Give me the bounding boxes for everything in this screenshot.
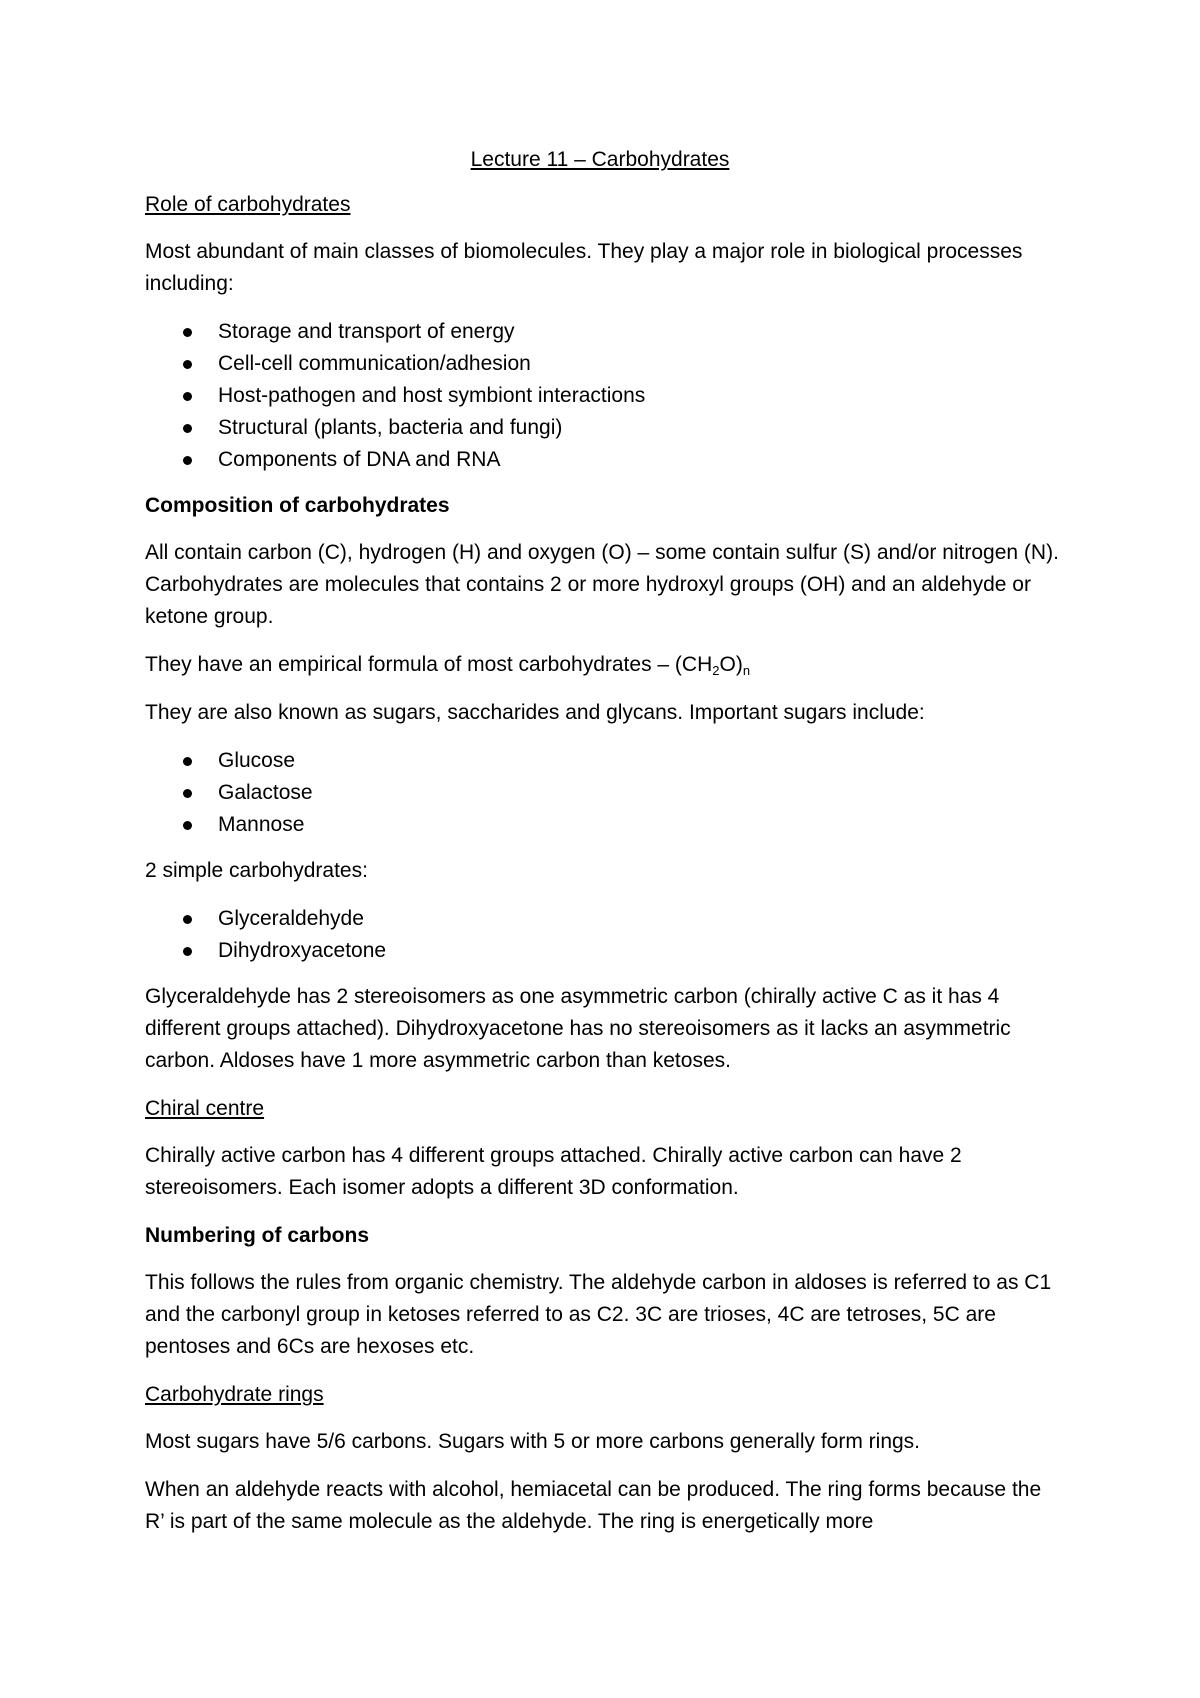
stereo-paragraph: Glyceraldehyde has 2 stereoisomers as one asymmetric carbon (chirally active C as it has 4 different groups attached). Dihydroxyacetone has no stereoisomers as it lacks an asymmetric carbon. Aldoses have 1 more asymmetric carbon than ketoses.	[145, 985, 1011, 1072]
bullet-icon	[183, 789, 192, 798]
formula-paragraph: They have an empirical formula of most carbohydrates – $(CH_2O)_n$	[145, 653, 751, 678]
bullet-icon	[183, 328, 192, 337]
role-intro-paragraph: Most abundant of main classes of biomolecules. They play a major role in biological processes including:	[145, 240, 1023, 295]
bullet-icon	[183, 947, 192, 956]
list-item: Components of DNA and RNA	[145, 444, 1060, 476]
bullet-icon	[183, 424, 192, 433]
sugars-intro-paragraph: They are also known as sugars, saccharides and glycans. Important sugars include:	[145, 701, 925, 724]
list-item: Glucose	[145, 745, 1060, 777]
list-item: Host-pathogen and host symbiont interactions	[145, 380, 1060, 412]
list-item: Galactose	[145, 777, 1060, 809]
simple-intro-paragraph: 2 simple carbohydrates:	[145, 859, 368, 882]
bullet-icon	[183, 757, 192, 766]
section-heading-chiral: Chiral centre	[145, 1097, 265, 1120]
bullet-icon	[183, 915, 192, 924]
composition-paragraph: All contain carbon (C), hydrogen (H) and oxygen (O) – some contain sulfur (S) and/or nitrogen (N). Carbohydrates are molecules that contains 2 or more hydroxyl groups (OH) and an aldehyde or ketone group.	[145, 541, 1059, 628]
bullet-icon	[183, 821, 192, 830]
bullet-icon	[183, 392, 192, 401]
bullet-icon	[183, 456, 192, 465]
rings-paragraph-1: Most sugars have 5/6 carbons. Sugars with 5 or more carbons generally form rings.	[145, 1430, 921, 1453]
chiral-paragraph: Chirally active carbon has 4 different groups attached. Chirally active carbon can have 2 stereoisomers. Each isomer adopts a different 3D conformation.	[145, 1144, 962, 1199]
list-item: Storage and transport of energy	[145, 316, 1060, 348]
list-item: Mannose	[145, 809, 1060, 841]
page-title: Lecture 11 – Carbohydrates	[470, 148, 730, 171]
list-item: Glyceraldehyde	[145, 903, 1060, 935]
simple-list	[145, 903, 1060, 967]
bullet-icon	[183, 360, 192, 369]
role-list	[145, 316, 1060, 476]
list-item: Dihydroxyacetone	[145, 935, 1060, 967]
numbering-paragraph: This follows the rules from organic chemistry. The aldehyde carbon in aldoses is referred to as C1 and the carbonyl group in ketoses referred to as C2. 3C are trioses, 4C are tetroses, 5C are pentoses and 6Cs are hexoses etc.	[145, 1271, 1052, 1358]
rings-paragraph-2: When an aldehyde reacts with alcohol, hemiacetal can be produced. The ring forms because the R’ is part of the same molecule as the aldehyde. The ring is energetically more	[145, 1478, 1042, 1533]
list-item: Cell-cell communication/adhesion	[145, 348, 1060, 380]
list-item: Structural (plants, bacteria and fungi)	[145, 412, 1060, 444]
section-heading-role: Role of carbohydrates	[145, 193, 351, 216]
sugars-list	[145, 745, 1060, 841]
section-heading-composition: Composition of carbohydrates	[145, 494, 450, 517]
section-heading-numbering: Numbering of carbons	[145, 1224, 370, 1247]
section-heading-rings: Carbohydrate rings	[145, 1383, 324, 1406]
